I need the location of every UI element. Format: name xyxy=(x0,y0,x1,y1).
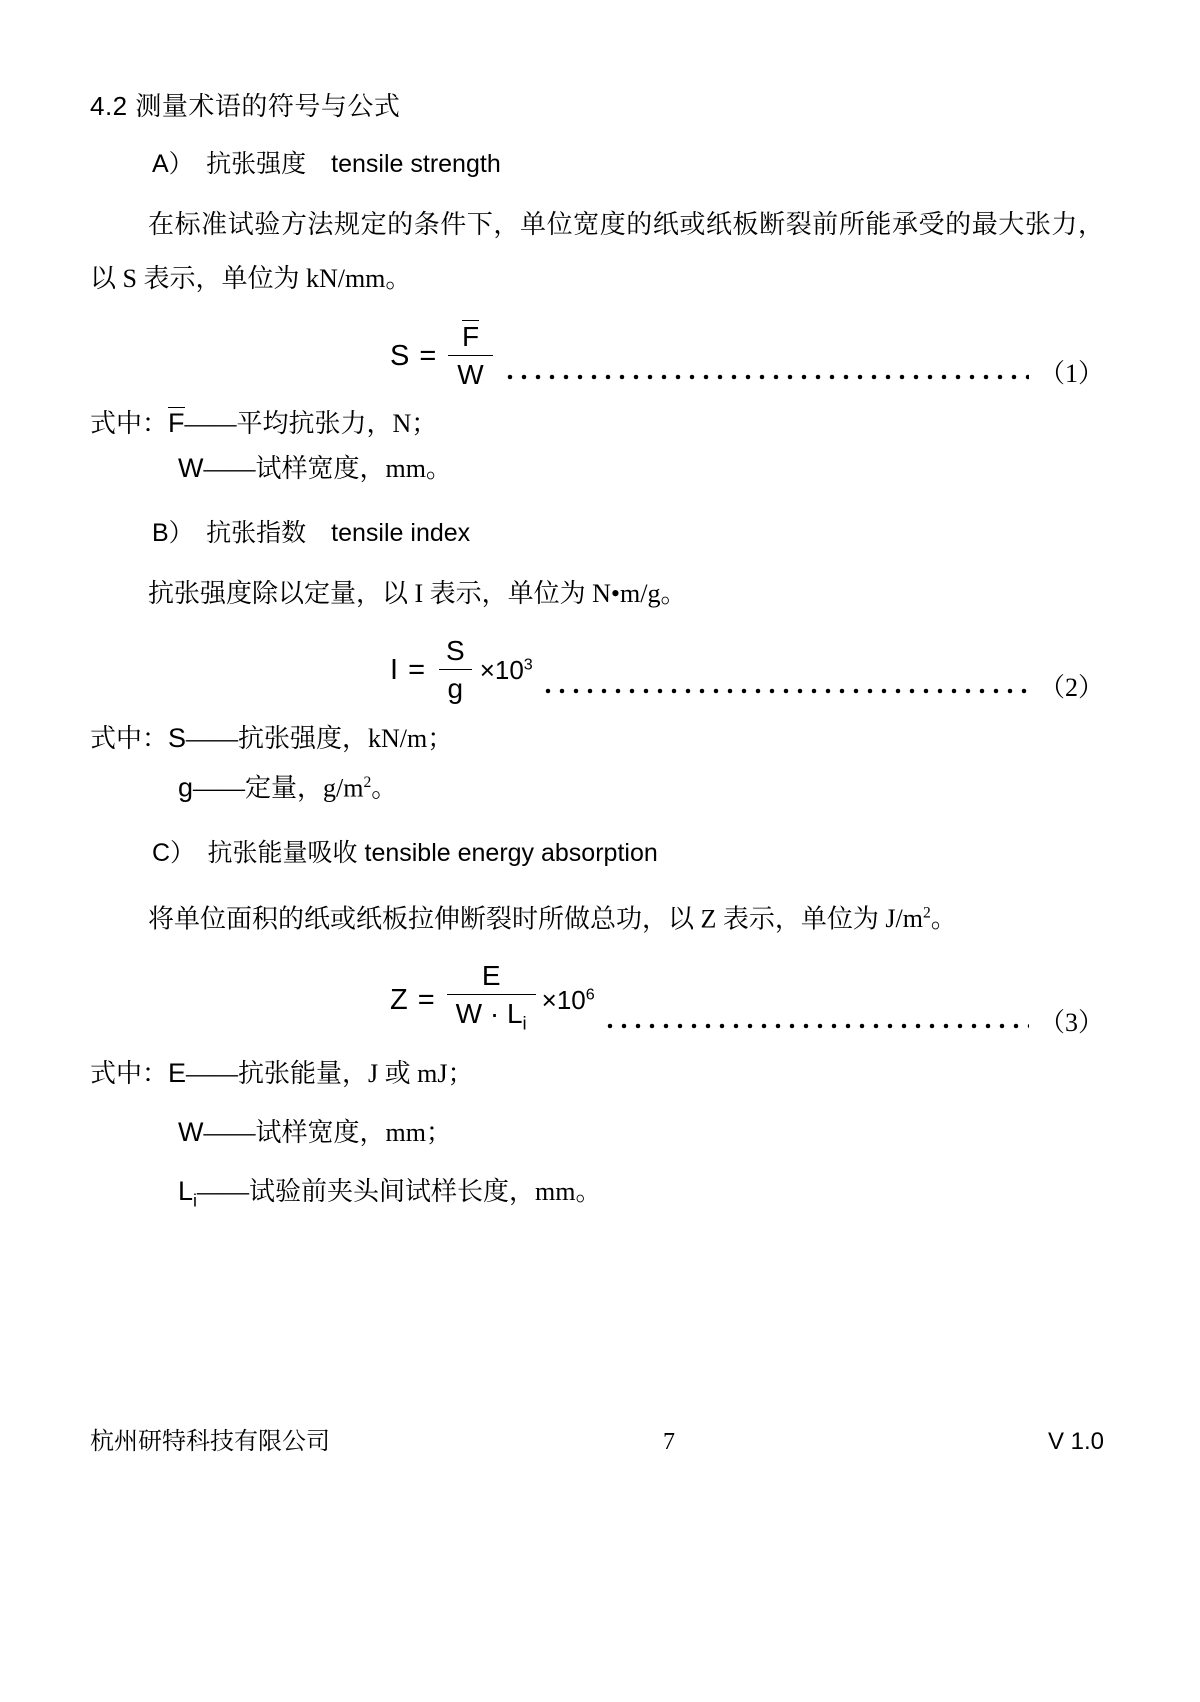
definition-line-li-3 xyxy=(90,1169,1104,1222)
definition-paragraph-c-unit-base: J/m xyxy=(885,904,923,934)
symbol-w-3: W xyxy=(178,1116,204,1147)
formula-1-equals: = xyxy=(419,339,437,372)
definition-text-g-2-tail: 。 xyxy=(371,773,398,803)
definition-text-li-3: ——试验前夹头间试样长度，mm。 xyxy=(197,1176,602,1206)
definition-lead-1: 式中： xyxy=(90,409,169,438)
formula-2-numerator: S xyxy=(446,635,465,666)
formula-3-equals: = xyxy=(417,984,435,1017)
footer-version: V 1.0 xyxy=(1047,1428,1104,1455)
definition-paragraph-c xyxy=(90,887,1104,947)
formula-1 xyxy=(90,320,1104,392)
definition-lead-2: 式中： xyxy=(90,724,169,753)
formula-3-denominator-base: W · L xyxy=(455,998,523,1030)
definition-line-g-2 xyxy=(90,761,1104,811)
formula-1-lhs: S xyxy=(390,339,410,372)
formula-2-equals: = xyxy=(408,654,425,686)
symbol-li-3 xyxy=(178,1175,197,1211)
footer-company: 杭州研特科技有限公司 xyxy=(90,1429,330,1455)
definition-paragraph-b: 抗张强度除以定量，以 I 表示，单位为 N•m/g。 xyxy=(148,579,687,608)
symbol-e-3: E xyxy=(168,1057,187,1088)
formula-2-multiplier xyxy=(480,655,533,686)
formula-2-fraction xyxy=(437,635,474,706)
definition-paragraph-c-unit-tail: 。 xyxy=(930,904,957,934)
formula-2-lhs: I xyxy=(390,654,399,686)
section-heading: 4.2 测量术语的符号与公式 xyxy=(90,91,401,121)
symbol-s-2: S xyxy=(168,723,187,753)
formula-1-body xyxy=(390,320,495,392)
symbol-li-3-subscript: i xyxy=(193,1190,197,1211)
definition-text-w-3: ——试样宽度，mm； xyxy=(203,1117,452,1147)
formula-3-lhs: Z xyxy=(390,984,408,1017)
formula-3-multiplier-base: ×10 xyxy=(541,985,586,1016)
definition-line-w-3 xyxy=(90,1110,1104,1155)
footer-page-number: 7 xyxy=(662,1429,675,1455)
symbol-li-3-base: L xyxy=(178,1175,194,1206)
formula-1-numerator xyxy=(453,320,488,355)
definition-paragraph-a: 在标准试验方法规定的条件下，单位宽度的纸或纸板断裂前所能承受的最大张力，以 S 表示，单位为 kN/mm。 xyxy=(90,210,1104,293)
formula-1-denominator: W xyxy=(448,355,492,392)
definition-lead-3: 式中： xyxy=(90,1058,169,1088)
term-item-c: C） 抗张能量吸收 tensible energy absorption xyxy=(152,838,658,867)
formula-3-leader-dots xyxy=(603,1021,1029,1031)
definition-paragraph-c-unit xyxy=(879,904,957,933)
formula-3-body xyxy=(390,960,595,1041)
symbol-f-bar: F xyxy=(168,408,185,438)
symbol-g-2: g xyxy=(178,772,194,803)
term-item-a: A） 抗张强度 tensile strength xyxy=(152,150,501,178)
formula-2 xyxy=(90,635,1104,706)
term-item-b: B） 抗张指数 tensile index xyxy=(152,519,471,547)
definition-line-s-2 xyxy=(90,716,1104,761)
formula-2-denominator: g xyxy=(439,669,473,706)
formula-3-denominator-subscript: i xyxy=(522,1012,527,1034)
formula-3-multiplier xyxy=(542,985,595,1016)
definition-paragraph-c-unit-exponent: 2 xyxy=(922,904,931,922)
definition-line-w-1 xyxy=(90,446,1104,491)
formula-3-number: （3） xyxy=(1038,1007,1104,1037)
definition-text-w-1: ——试样宽度，mm。 xyxy=(203,454,452,483)
formula-1-numerator-overbar: F xyxy=(461,321,480,352)
formula-3-fraction xyxy=(447,960,536,1041)
formula-1-leader-dots xyxy=(503,372,1029,382)
formula-3-denominator xyxy=(447,994,536,1041)
definition-line-e-3 xyxy=(90,1051,1104,1096)
formula-1-number: （1） xyxy=(1038,359,1104,388)
definition-text-g-2-exponent: 2 xyxy=(363,774,372,791)
formula-2-multiplier-exponent: 3 xyxy=(523,655,533,674)
page-footer xyxy=(90,1421,1104,1456)
formula-2-body xyxy=(390,635,533,706)
formula-2-leader-dots xyxy=(541,686,1029,696)
formula-2-number: （2） xyxy=(1038,673,1104,702)
formula-3-numerator: E xyxy=(481,960,501,992)
definition-text-g-2-base: ——定量，g/m xyxy=(193,773,364,803)
definition-line-f-bar xyxy=(90,402,1104,446)
formula-1-fraction xyxy=(448,320,492,392)
definition-text-e-3: ——抗张能量，J 或 mJ； xyxy=(186,1058,474,1088)
formula-3 xyxy=(90,960,1104,1041)
definition-text-f-bar: ——平均抗张力，N； xyxy=(184,409,438,438)
formula-2-multiplier-base: ×10 xyxy=(479,655,524,685)
definition-text-s-2: ——抗张强度，kN/m； xyxy=(186,724,454,753)
formula-3-multiplier-exponent: 6 xyxy=(585,985,595,1004)
symbol-w-1: W xyxy=(178,453,204,483)
definition-paragraph-c-text: 将单位面积的纸或纸板拉伸断裂时所做总功，以 Z 表示，单位为 xyxy=(148,904,879,934)
